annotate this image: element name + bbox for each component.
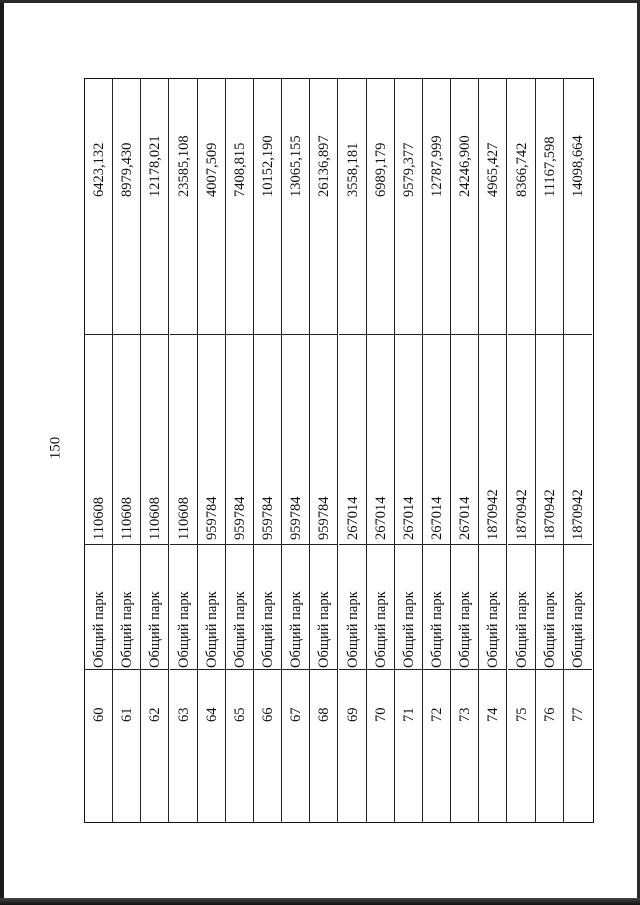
code-cell-text: 267014 (429, 496, 445, 540)
row-number-cell-text: 73 (457, 707, 474, 722)
row-number-cell-text: 65 (231, 707, 248, 722)
name-cell (282, 544, 309, 669)
code-cell-text: 110608 (119, 497, 136, 540)
code-cell (451, 334, 478, 544)
value-cell-text: 4965,427 (485, 142, 502, 197)
name-cell-text: Общий парк (147, 591, 164, 668)
code-cell-text: 1870942 (541, 489, 558, 540)
table-row (226, 79, 254, 822)
table-row (310, 79, 338, 822)
value-cell (339, 79, 366, 334)
row-number-cell (339, 669, 366, 824)
row-number-cell-text: 77 (569, 707, 586, 722)
code-cell (141, 334, 168, 544)
value-cell (423, 79, 450, 334)
code-cell-text: 1870942 (485, 489, 502, 540)
value-cell-text: 11167,598 (541, 136, 558, 197)
row-number-cell-text: 61 (119, 707, 136, 722)
code-cell (339, 334, 366, 544)
value-cell (254, 79, 281, 334)
row-number-cell-text: 60 (91, 707, 107, 722)
value-cell (536, 79, 563, 334)
value-cell (395, 79, 422, 334)
value-cell (479, 79, 506, 334)
row-number-cell-text: 76 (541, 707, 558, 722)
row-number-cell (367, 669, 394, 824)
value-cell-text: 12787,999 (429, 135, 445, 197)
table-row (451, 79, 479, 822)
code-cell (564, 334, 592, 544)
table-row (113, 79, 141, 822)
row-number-cell-text: 63 (175, 707, 192, 722)
code-cell-text: 110608 (147, 497, 164, 540)
code-cell-text: 959784 (260, 496, 276, 540)
code-cell-text: 959784 (316, 496, 333, 540)
row-number-cell (226, 669, 253, 824)
code-cell (367, 334, 394, 544)
code-cell (395, 334, 422, 544)
code-cell (479, 334, 506, 544)
name-cell (141, 544, 168, 669)
row-number-cell-text: 75 (513, 707, 530, 722)
row-number-cell-text: 72 (429, 707, 445, 722)
table-row (479, 79, 507, 822)
code-cell (85, 334, 112, 544)
name-cell-text: Общий парк (513, 591, 530, 668)
row-number-cell (282, 669, 309, 824)
row-number-cell (141, 669, 168, 824)
name-cell-text: Общий парк (203, 591, 220, 668)
row-number-cell (479, 669, 506, 824)
name-cell (451, 544, 478, 669)
code-cell-text: 267014 (344, 496, 361, 540)
row-number-cell (170, 669, 197, 824)
code-cell (113, 334, 140, 544)
value-cell (141, 79, 168, 334)
name-cell (395, 544, 422, 669)
table-row (423, 79, 451, 822)
row-number-cell-text: 62 (147, 707, 164, 722)
scan-edge-bottom (0, 898, 640, 905)
value-cell-text: 3558,181 (344, 142, 361, 197)
code-cell-text: 959784 (231, 496, 248, 540)
value-cell-text: 6989,179 (372, 142, 389, 197)
name-cell (423, 544, 450, 669)
name-cell (339, 544, 366, 669)
code-cell (170, 334, 197, 544)
name-cell-text: Общий парк (569, 591, 586, 668)
name-cell (254, 544, 281, 669)
page-number: 150 (47, 436, 64, 460)
code-cell (423, 334, 450, 544)
name-cell (310, 544, 337, 669)
name-cell (508, 544, 535, 669)
table-row (564, 79, 592, 822)
value-cell (85, 79, 112, 334)
name-cell-text: Общий парк (175, 591, 192, 668)
value-cell-text: 26136,897 (316, 135, 333, 197)
name-cell (198, 544, 225, 669)
code-cell (282, 334, 309, 544)
name-cell-text: Общий парк (429, 591, 445, 668)
code-cell-text: 1870942 (513, 489, 530, 540)
name-cell (367, 544, 394, 669)
name-cell (479, 544, 506, 669)
value-cell (367, 79, 394, 334)
table-row (536, 79, 564, 822)
value-cell-text: 13065,155 (288, 135, 305, 197)
row-number-cell (536, 669, 563, 824)
value-cell (310, 79, 337, 334)
table-row (170, 79, 198, 822)
code-cell (254, 334, 281, 544)
row-number-cell-text: 74 (485, 707, 502, 722)
code-cell-text: 267014 (457, 496, 474, 540)
value-cell-text: 8366,742 (513, 142, 530, 197)
table-row (367, 79, 395, 822)
value-cell (282, 79, 309, 334)
value-cell-text: 12178,021 (147, 135, 164, 197)
value-cell (564, 79, 592, 334)
value-cell (508, 79, 535, 334)
value-cell-text: 9579,377 (400, 142, 417, 197)
code-cell-text: 267014 (372, 496, 389, 540)
value-cell-text: 4007,509 (203, 142, 220, 197)
name-cell-text: Общий парк (316, 591, 333, 668)
value-cell (170, 79, 197, 334)
row-number-cell (310, 669, 337, 824)
name-cell (170, 544, 197, 669)
name-cell-text: Общий парк (91, 591, 107, 668)
row-number-cell (423, 669, 450, 824)
table-row (395, 79, 423, 822)
name-cell-text: Общий парк (288, 591, 305, 668)
value-cell-text: 10152,190 (260, 135, 276, 197)
row-number-cell (451, 669, 478, 824)
name-cell (536, 544, 563, 669)
code-cell-text: 110608 (91, 497, 107, 540)
code-cell (508, 334, 535, 544)
value-cell-text: 8979,430 (119, 142, 136, 197)
table-row (282, 79, 310, 822)
code-cell (536, 334, 563, 544)
name-cell-text: Общий парк (344, 591, 361, 668)
scan-edge-top (0, 0, 640, 3)
name-cell-text: Общий парк (119, 591, 136, 668)
name-cell-text: Общий парк (400, 591, 417, 668)
value-cell-text: 23585,108 (175, 135, 192, 197)
name-cell-text: Общий парк (372, 591, 389, 668)
row-number-cell (85, 669, 112, 824)
row-number-cell (113, 669, 140, 824)
code-cell-text: 110608 (175, 497, 192, 540)
row-number-cell-text: 64 (203, 707, 220, 722)
value-cell-text: 24246,900 (457, 135, 474, 197)
table-row (141, 79, 169, 822)
name-cell-text: Общий парк (541, 591, 558, 668)
row-number-cell-text: 67 (288, 707, 305, 722)
name-cell (113, 544, 140, 669)
code-cell-text: 267014 (400, 496, 417, 540)
code-cell-text: 959784 (288, 496, 305, 540)
value-cell-text: 14098,664 (569, 135, 586, 197)
table-row (339, 79, 367, 822)
code-cell-text: 959784 (203, 496, 220, 540)
code-cell (226, 334, 253, 544)
name-cell-text: Общий парк (485, 591, 502, 668)
value-cell (198, 79, 225, 334)
row-number-cell (254, 669, 281, 824)
name-cell (226, 544, 253, 669)
value-cell (451, 79, 478, 334)
table-row (85, 79, 113, 822)
row-number-cell-text: 68 (316, 707, 333, 722)
name-cell (85, 544, 112, 669)
row-number-cell-text: 71 (400, 707, 417, 722)
row-number-cell (198, 669, 225, 824)
table-row (198, 79, 226, 822)
value-cell (226, 79, 253, 334)
name-cell-text: Общий парк (457, 591, 474, 668)
code-cell (310, 334, 337, 544)
row-number-cell (564, 669, 592, 824)
value-cell (113, 79, 140, 334)
value-cell-text: 7408,815 (231, 142, 248, 197)
name-cell-text: Общий парк (231, 591, 248, 668)
row-number-cell (508, 669, 535, 824)
code-cell-text: 1870942 (569, 489, 586, 540)
row-number-cell-text: 70 (372, 707, 389, 722)
name-cell (564, 544, 592, 669)
row-number-cell-text: 66 (260, 707, 276, 722)
data-table (84, 78, 594, 823)
value-cell-text: 6423,132 (91, 142, 107, 197)
row-number-cell (395, 669, 422, 824)
name-cell-text: Общий парк (260, 591, 276, 668)
table-row (508, 79, 536, 822)
table-row (254, 79, 282, 822)
row-number-cell-text: 69 (344, 707, 361, 722)
scan-edge-left (0, 0, 4, 905)
code-cell (198, 334, 225, 544)
